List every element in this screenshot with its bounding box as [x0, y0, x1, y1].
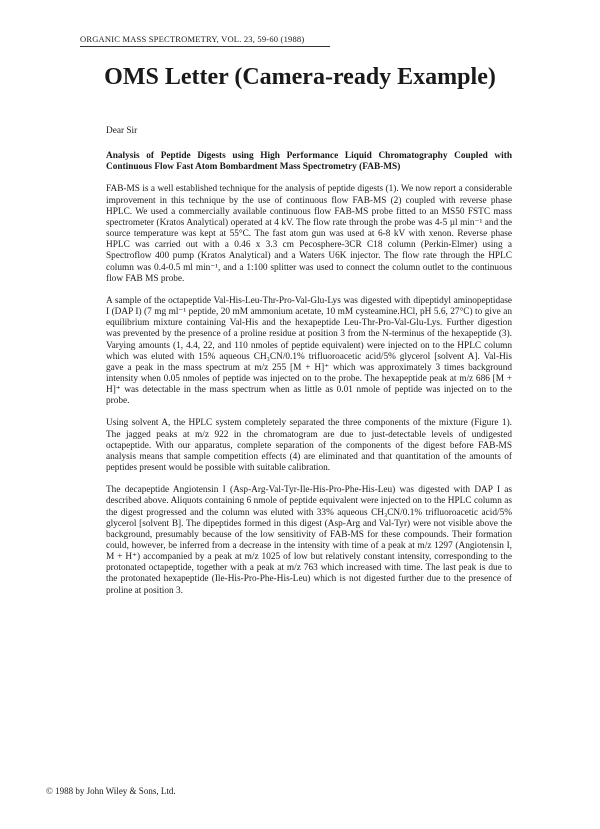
paragraph-1: FAB-MS is a well established technique for the analysis of peptide digests (1). We now report a considerable improvement in this technique by the use of continuous flow FAB-MS (2) coupled with reverse phase HPLC. We used a commercially available continuous flow FAB-MS probe fitted to an MS50 FSTC mass spectrometer (Kratos Analytical) operated at 4 kV. The flow rate through the probe was 4-5 µl min⁻¹ and the source temperature was kept at 55°C. The fast atom gun was used at 6-8 kV with xenon. Reverse phase HPLC was carried out with a 0.46 x 3.3 cm Pecosphere-3CR C18 column (Perkin-Elmer) using a Spectroflow 400 pump (Kratos Analytical) and a Waters U6K injector. The flow rate through the HPLC column was 0.4-0.5 ml min⁻¹, and a 1:100 splitter was used to connect the column outlet to the continuous flow FAB MS probe. [106, 184, 512, 284]
article-title: Analysis of Peptide Digests using High Performance Liquid Chromatography Coupled with Continuous Flow Fast Atom Bombardment Mass Spectrometry (FAB-MS) [106, 151, 512, 173]
paragraph-2: A sample of the octapeptide Val-His-Leu-Thr-Pro-Val-Glu-Lys was digested with dipeptidyl aminopeptidase I (DAP I) (7 mg ml⁻¹ peptide, 20 mM ammonium acetate, 10 mM cysteamine.HCl, pH 5.6, 27°C) to give an equilibrium mixture containing Val-His and the hexapeptide Leu-Thr-Pro-Val-Glu-Lys. Further digestion was prevented by the presence of a proline residue at position 3 from the N-terminus of the hexapeptide (3). Varying amounts (1, 4.4, 22, and 110 nmoles of peptide equivalent) were injected on to the HPLC column which was eluted with 15% aqueous CH₃CN/0.1% trifluoroacetic acid/5% glycerol [solvent A]. Val-His gave a peak in the mass spectrum at m/z 255 [M + H]⁺ which was approximately 3 times background intensity when 0.05 nmoles of peptide was injected on to the probe. The hexapeptide peak at m/z 686 [M + H]⁺ was detectable in the mass spectrum when as little as 0.01 nmole of peptide was injected on to the probe. [106, 295, 512, 407]
letter-body [106, 126, 512, 608]
page-title: OMS Letter (Camera-ready Example) [104, 64, 496, 90]
running-head: ORGANIC MASS SPECTROMETRY, VOL. 23, 59-60 (1988) [80, 34, 305, 44]
paragraph-4: The decapeptide Angiotensin I (Asp-Arg-Val-Tyr-Ile-His-Pro-Phe-His-Leu) was digested with DAP I as described above. Aliquots containing 6 nmole of peptide equivalent were injected on to the HPLC column as the digest progressed and the column was eluted with 33% aqueous CH₃CN/0.1% trifluoroacetic acid/5% glycerol [solvent B]. The dipeptides formed in this digest (Asp-Arg and Val-Tyr) were not visible above the background, presumably because of the low sensitivity of FAB-MS for these compounds. Their formation could, however, be inferred from a decrease in the intensity with time of a peak at m/z 1297 (Angiotensin I, M + H⁺) accompanied by a peak at m/z 1025 of low but relatively constant intensity, corresponding to the protonated octapeptide, together with a peak at m/z 763 which increased with time. The last peak is due to the protonated hexapeptide (Ile-His-Pro-Phe-His-Leu) which is not digested further due to the presence of proline at position 3. [106, 485, 512, 596]
salutation: Dear Sir [106, 126, 138, 136]
paragraph-3: Using solvent A, the HPLC system completely separated the three components of the mixture (Figure 1). The jagged peaks at m/z 922 in the chromatogram are due to just-detectable levels of undigested octapeptide. With our apparatus, complete separation of the components of the digest before FAB-MS analysis means that sample competition effects (4) are eliminated and that quantitation of the amounts of peptides present would be possible with suitable calibration. [106, 418, 512, 474]
header-rule [80, 46, 330, 47]
copyright-footer: © 1988 by John Wiley & Sons, Ltd. [46, 786, 176, 796]
